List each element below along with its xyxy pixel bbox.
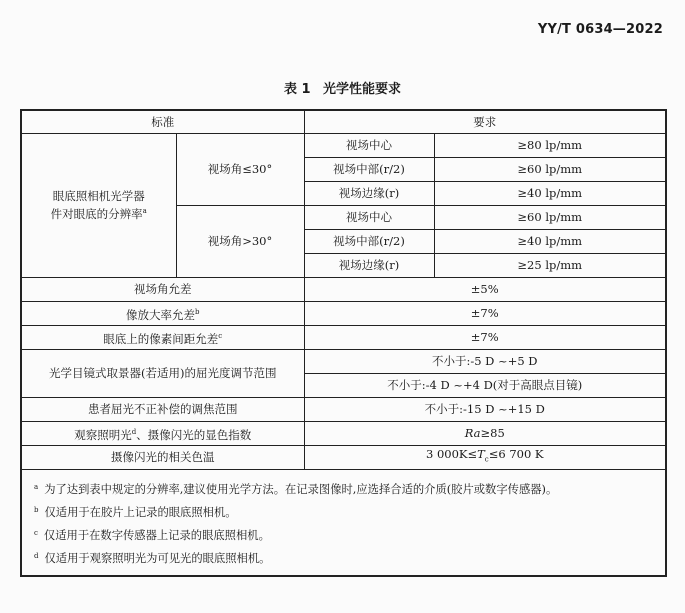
- magnification-value: ±7%: [304, 302, 666, 326]
- zone-label: 视场边缘(r): [304, 182, 434, 206]
- diopter-value-high-eyepoint: 不小于:-4 D ~+4 D(对于高眼点目镜): [304, 374, 666, 398]
- resolution-value: ≥60 lp/mm: [434, 206, 666, 230]
- color-temp-value: 3 $000K\le T_c\le 6$ 700 K: [304, 446, 666, 470]
- table-title: 光学性能要求: [323, 82, 402, 97]
- color-index-value: Ra≥85: [304, 422, 666, 446]
- header-requirement: 要求: [304, 110, 666, 134]
- table-row: [21, 398, 666, 422]
- table-caption: [0, 78, 685, 97]
- resolution-value: ≥40 lp/mm: [434, 230, 666, 254]
- resolution-value: ≥25 lp/mm: [434, 254, 666, 278]
- refraction-focus-value: 不小于:-15 D ~+15 D: [304, 398, 666, 422]
- table-row: [21, 302, 666, 326]
- angle-small-label: 视场角≤30°: [176, 134, 304, 206]
- footnote: $^b$ 仅适用于在胶片上记录的眼底照相机。: [34, 506, 237, 519]
- footnote: $^a$ 为了达到表中规定的分辨率,建议使用光学方法。在记录图像时,应选择合适的介质(胶片或数字传感器)。: [34, 483, 558, 496]
- resolution-value: ≥80 lp/mm: [434, 134, 666, 158]
- footnotes: [21, 470, 666, 577]
- footnote: $^d$ 仅适用于观察照明光为可见光的眼底照相机。: [34, 552, 271, 565]
- footnotes-row: [21, 470, 666, 577]
- table-row: [21, 134, 666, 158]
- table-row: [21, 446, 666, 470]
- table-row: [21, 422, 666, 446]
- zone-label: 视场中心: [304, 206, 434, 230]
- color-temp-label: 摄像闪光的相关色温: [21, 446, 304, 470]
- header-standard: 标准: [21, 110, 304, 134]
- refraction-focus-label: 患者屈光不正补偿的调焦范围: [21, 398, 304, 422]
- fov-tolerance-label: 视场角允差: [21, 278, 304, 302]
- pixel-pitch-value: ±7%: [304, 326, 666, 350]
- zone-label: 视场边缘(r): [304, 254, 434, 278]
- zone-label: 视场中心: [304, 134, 434, 158]
- resolution-value: ≥40 lp/mm: [434, 182, 666, 206]
- zone-label: 视场中部(r/2): [304, 230, 434, 254]
- diopter-value-standard: 不小于:-5 D ~+5 D: [304, 350, 666, 374]
- magnification-label: 像放大率允差$^b$: [21, 302, 304, 326]
- table-row: [21, 326, 666, 350]
- table-number: 表 1: [283, 82, 311, 97]
- table-header-row: [21, 110, 666, 134]
- resolution-value: ≥60 lp/mm: [434, 158, 666, 182]
- diopter-label: 光学目镜式取景器(若适用)的屈光度调节范围: [21, 350, 304, 398]
- document-number: YY/T 0634—2022: [537, 22, 663, 37]
- resolution-label: 眼底照相机光学器 件对眼底的分辨率$^a$: [21, 134, 176, 278]
- zone-label: 视场中部(r/2): [304, 158, 434, 182]
- fov-tolerance-value: ±5%: [304, 278, 666, 302]
- footnote: $^c$ 仅适用于在数字传感器上记录的眼底照相机。: [34, 529, 270, 542]
- table-row: [21, 350, 666, 374]
- color-index-label: 观察照明光$^d$、摄像闪光的显色指数: [21, 422, 304, 446]
- angle-large-label: 视场角>30°: [176, 206, 304, 278]
- optical-performance-table: [20, 109, 667, 577]
- table-row: [21, 278, 666, 302]
- pixel-pitch-label: 眼底上的像素间距允差$^c$: [21, 326, 304, 350]
